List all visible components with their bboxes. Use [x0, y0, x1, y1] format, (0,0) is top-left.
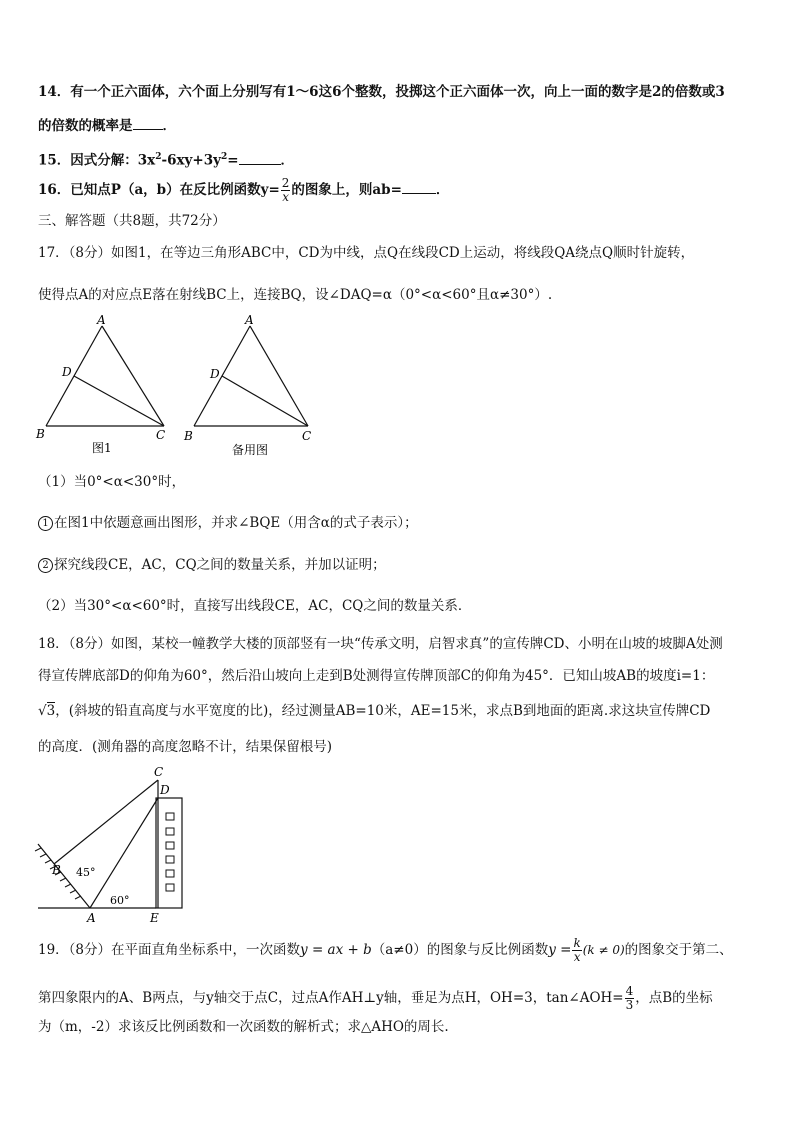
q19-line2a: 第四象限内的A、B两点，与y轴交于点C，过点A作AH⊥y轴，垂足为点H，OH=3，tan∠AOH=: [38, 990, 624, 1006]
q15-mid: -6xy+3y: [161, 152, 221, 169]
q17-figure-1: [30, 312, 180, 460]
q19-f2-cond: (k ≠ 0): [582, 943, 625, 957]
q15-sup1: 2: [155, 152, 162, 162]
answer-blank: [133, 115, 163, 130]
angle-60-label: 60°: [110, 894, 130, 907]
label-d: D: [210, 367, 220, 381]
q19-line1: [38, 937, 733, 964]
q19-pre: 19．（8分）在平面直角坐标系中，一次函数: [38, 942, 301, 958]
q18-line3-text: ，(斜坡的铅直高度与水平宽度的比)，经过测量AB=10米，AE=15米，求点B到地面的距离.求这块宣传牌CD: [55, 703, 711, 719]
q15-end: ．: [280, 152, 295, 169]
q17-part1b: [38, 555, 386, 575]
label-b: B: [36, 427, 45, 441]
q18-line1: 18．（8分）如图，某校一幢教学大楼的顶部竖有一块“传承文明，启智求真”的宣传牌CD、小明在山坡的坡脚A处测: [38, 636, 723, 652]
q19-line3: 为（m，-2）求该反比例函数和一次函数的解析式；求△AHO的周长.: [38, 1019, 449, 1035]
q15-sup2: 2: [220, 152, 228, 162]
circled-number-2: 2: [38, 558, 53, 573]
q14-line2: [38, 115, 176, 136]
q14-line2-text: 的倍数的概率是: [38, 118, 133, 134]
label-b: B: [52, 863, 61, 877]
q15-eq: =: [227, 152, 239, 169]
q16-pre: 16．已知点P（a，b）在反比例函数y=: [38, 182, 280, 198]
q19-f2-fraction: $\frac{k}{x}$: [573, 936, 581, 964]
q19-cond1: （a≠0）的图象与反比例函数: [371, 942, 549, 958]
circled-number-1: 1: [38, 516, 53, 531]
median-cd: [222, 376, 308, 426]
q18-figure: [30, 762, 200, 928]
sqrt-symbol: √: [38, 703, 47, 719]
sight-line-bc: [54, 780, 158, 864]
median-cd: [74, 376, 164, 426]
sight-line-ad: [90, 798, 158, 908]
q19-post1: 的图象交于第二、: [624, 942, 733, 958]
building-windows: [166, 813, 174, 891]
q17-line1: 17．（8分）如图1，在等边三角形ABC中，CD为中线，点Q在线段CD上运动，将线段QA绕点Q顺时针旋转，: [38, 245, 695, 261]
q19-line2b: ，点B的坐标: [635, 990, 713, 1006]
sqrt-radicand: 3: [46, 703, 56, 719]
q19-line2: [38, 985, 713, 1012]
q17-part1: （1）当0°<α<30°时，: [38, 474, 186, 490]
label-e: E: [150, 911, 159, 925]
q14-end: ．: [162, 118, 176, 134]
q19-f2-lhs: y =: [548, 942, 572, 958]
q16-fraction: $\frac{2}{x}$: [281, 176, 290, 204]
answer-blank: [402, 179, 436, 194]
q17-part1a-text: 在图1中依题意画出图形，并求∠BQE（用含α的式子表示）；: [54, 515, 418, 531]
q16-end: ．: [435, 182, 450, 198]
figure-caption: 备用图: [232, 443, 269, 457]
q18-line4: 的高度．(测角器的高度忽略不计，结果保留根号): [38, 739, 333, 755]
q17-figure-spare: [178, 312, 328, 460]
q18-line2: 得宣传牌底部D的仰角为60°，然后沿山坡向上走到B处测得宣传牌顶部C的仰角为45°．已知山坡AB的坡度i=1：: [38, 668, 715, 684]
label-a: A: [87, 911, 96, 925]
label-a: A: [245, 313, 254, 327]
side-ac: [102, 326, 164, 426]
label-c: C: [302, 429, 312, 443]
q19-linear-function: y = ax + b: [300, 942, 372, 958]
label-a: A: [97, 313, 106, 327]
q15-line: [38, 147, 294, 171]
q19-tan-fraction: $\frac{4}{3}$: [625, 984, 634, 1012]
label-c: C: [156, 428, 166, 442]
angle-45-label: 45°: [76, 866, 96, 879]
label-d: D: [62, 365, 72, 379]
label-c: C: [154, 765, 164, 779]
q16-line: [38, 177, 449, 204]
q16-post: 的图象上，则ab=: [291, 182, 402, 198]
label-b: B: [184, 429, 193, 443]
q18-line3: [38, 701, 710, 721]
q15-pre: 15．因式分解：3x: [38, 152, 156, 169]
answer-blank: [239, 150, 281, 165]
q17-part2: （2）当30°<α<60°时，直接写出线段CE，AC，CQ之间的数量关系．: [38, 598, 472, 614]
q14-line1: 14．有一个正六面体，六个面上分别写有1～6这6个整数，投掷这个正六面体一次，向上一面的数字是2的倍数或3: [38, 84, 725, 100]
section-heading: 三、解答题（共8题，共72分）: [38, 213, 226, 229]
label-d: D: [160, 783, 170, 797]
figure-caption: 图1: [92, 441, 112, 455]
q17-line2: 使得点A的对应点E落在射线BC上，连接BQ，设∠DAQ=α（0°<α<60°且α≠30°）.: [38, 287, 553, 303]
q17-part1b-text: 探究线段CE，AC，CQ之间的数量关系，并加以证明；: [54, 557, 386, 573]
q17-part1a: [38, 513, 418, 533]
side-ac: [250, 326, 308, 426]
